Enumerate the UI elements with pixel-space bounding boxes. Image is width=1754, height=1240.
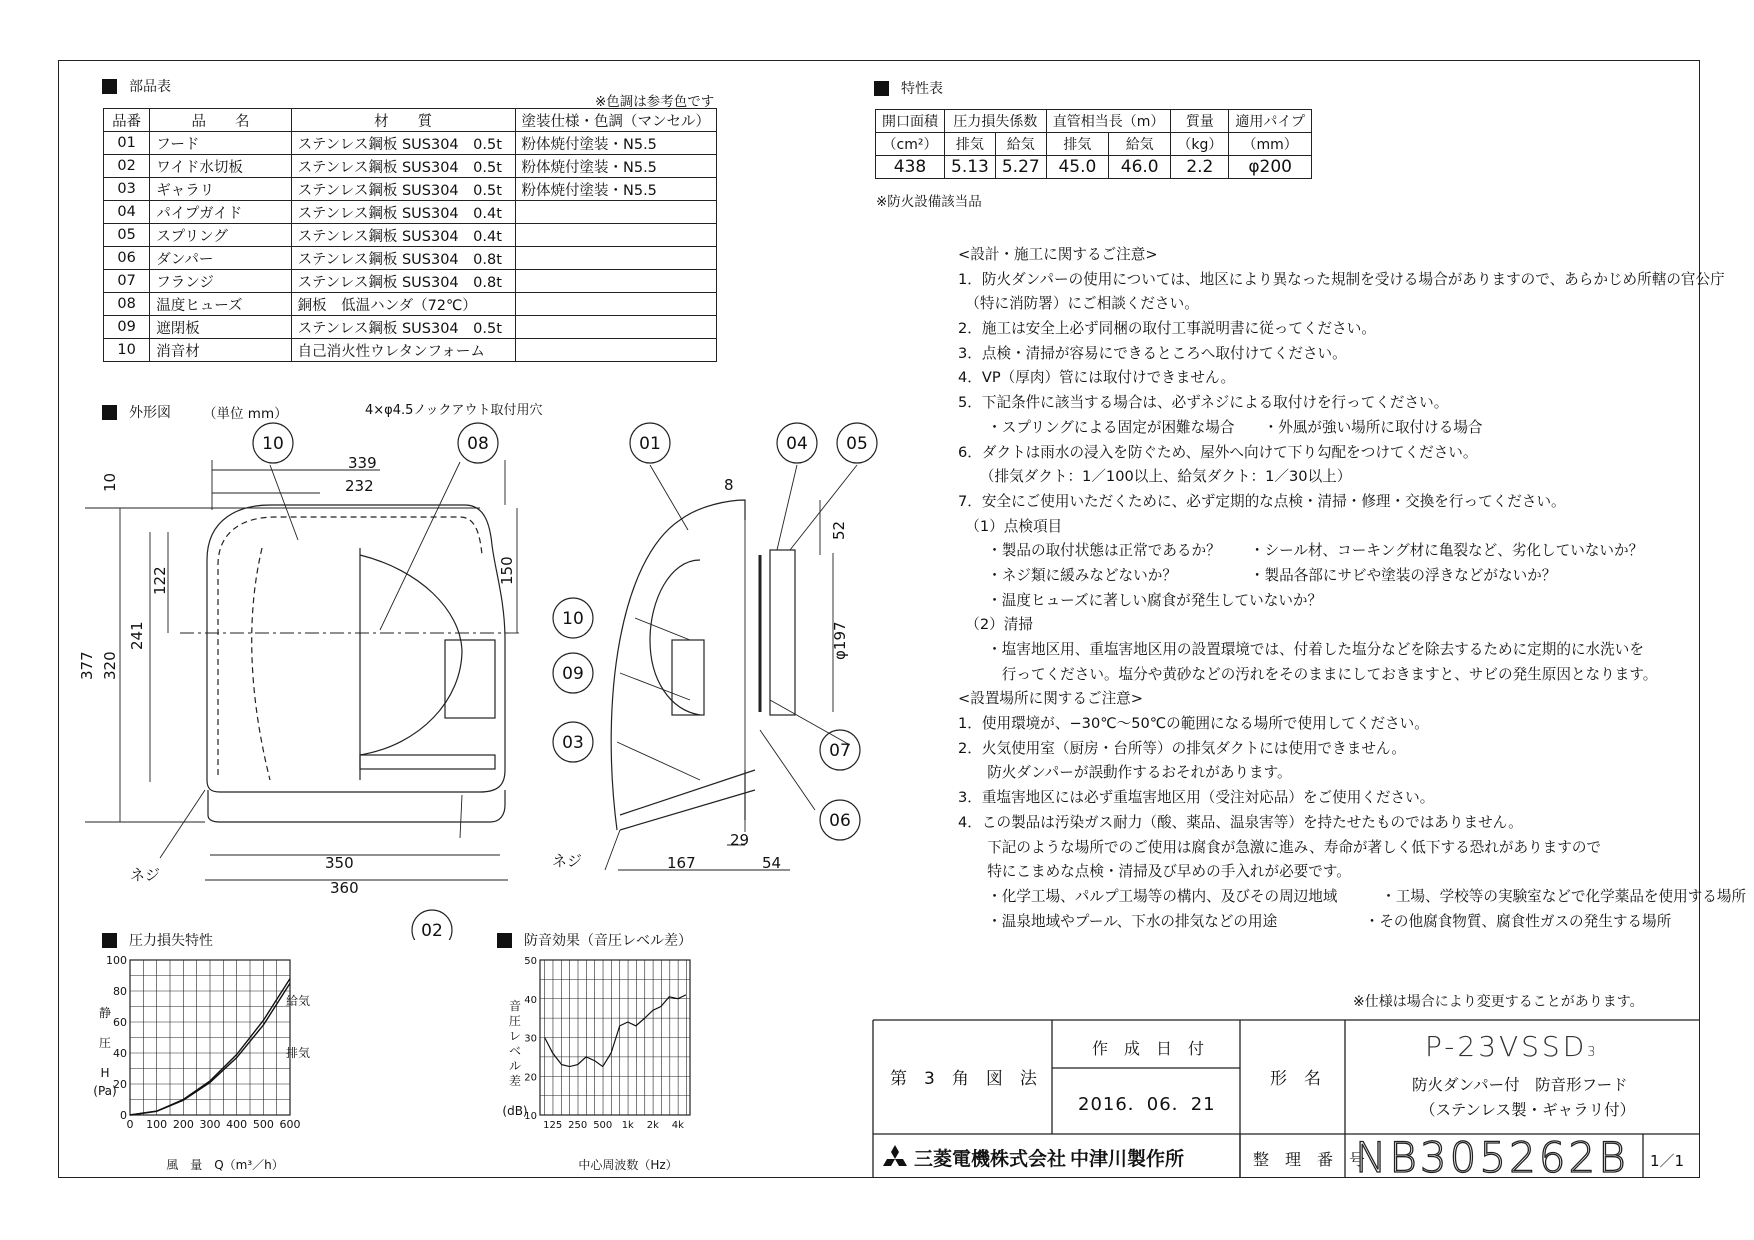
spec-len-supply: 46.0 [1109, 156, 1171, 179]
spec-h-mass: 質量 [1171, 110, 1229, 133]
parts-header-material: 材 質 [291, 109, 515, 132]
part-name: フード [150, 132, 291, 155]
spec-len-exhaust: 45.0 [1046, 156, 1108, 179]
pressure-loss-chart [80, 955, 340, 1180]
serial-number: NB305262B [1355, 1133, 1629, 1182]
note-line: 3．重塩害地区には必ず重塩害地区用（受注対応品）をご使用ください。 [958, 789, 1435, 807]
note-line: 1．防火ダンパーの使用については、地区により異なった規制を受ける場合がありますので、あらかじめ所轄の官公庁 [958, 270, 1725, 288]
part-material: ステンレス鋼板 SUS304 0.4t [291, 224, 515, 247]
loss-ylabel-1: 圧 [98, 1036, 112, 1050]
callout-05: 05 [846, 434, 868, 454]
dim-197: φ197 [831, 621, 849, 660]
part-material: ステンレス鋼板 SUS304 0.4t [291, 201, 515, 224]
dim-lines-left [120, 508, 168, 822]
sound-xtick: 500 [593, 1120, 613, 1131]
loss-ytick: 80 [113, 985, 127, 998]
specs-table [875, 109, 1312, 179]
note-line: ・化学工場、パルプ工場等の構内、及びその周辺地域 ・工場、学校等の実験室などで化学薬品を使用する場所 [958, 887, 1747, 905]
sound-ylabel-4: ル [508, 1059, 522, 1073]
note-line: ・塩害地区用、重塩害地区用の設置環境では、付着した塩分などを除去するために定期的に水洗いを [958, 641, 1644, 658]
part-material: ステンレス鋼板 SUS304 0.5t [291, 178, 515, 201]
spec-h-len-supply: 給気 [1109, 133, 1171, 156]
spec-h-loss-exhaust: 排気 [945, 133, 996, 156]
loss-ytick: 60 [113, 1016, 127, 1029]
part-no: 09 [104, 316, 150, 339]
date-label: 作 成 日 付 [1092, 1039, 1205, 1058]
part-material: 自己消火性ウレタンフォーム [291, 339, 515, 362]
part-name: スプリング [150, 224, 291, 247]
note-line: （特に消防署）にご相談ください。 [958, 295, 1199, 313]
dim-54: 54 [762, 854, 782, 872]
dim-350: 350 [325, 854, 354, 872]
note-line: （2）清掃 [958, 616, 1033, 634]
sound-ylabel-0: 音 [508, 999, 522, 1013]
water-drip-plate [208, 790, 505, 822]
sound-chart-title: 防音効果（音圧レベル差） [524, 933, 692, 949]
side-duct-curve [650, 560, 700, 715]
part-name: フランジ [150, 270, 291, 293]
drawing-title: 外形図 [129, 405, 171, 421]
note-line: 5．下記条件に該当する場合は、必ずネジによる取付けを行ってください。 [958, 394, 1449, 412]
knockout-label: 4×φ4.5ノックアウト取付用穴 [365, 403, 543, 418]
spec-h-mass-unit: （kg） [1171, 133, 1229, 156]
part-material: ステンレス鋼板 SUS304 0.5t [291, 132, 515, 155]
sound-xtick: 250 [568, 1120, 588, 1131]
note-line: 行ってください。塩分や黄砂などの汚れをそのままにしておきますと、サビの発生原因となります。 [958, 665, 1658, 683]
side-sound-absorber [672, 640, 704, 715]
drawing-unit: （単位 mm） [203, 406, 288, 422]
note-line: <設計・施工に関するご注意> [958, 246, 1158, 263]
loss-xtick: 0 [126, 1118, 134, 1131]
screw-label-front: ネジ [130, 866, 161, 884]
parts-title: 部品表 [129, 79, 171, 95]
part-name: 遮閉板 [150, 316, 291, 339]
front-gallery-bar [360, 755, 495, 769]
spec-h-pipe-unit: （mm） [1229, 133, 1312, 156]
sound-xtick: 1k [621, 1120, 634, 1131]
spec-pipe: φ200 [1229, 156, 1312, 179]
caution-notes [958, 243, 1746, 934]
spec-area: 438 [876, 156, 945, 179]
model-suffix: 3 [1587, 1045, 1599, 1060]
part-name: 温度ヒューズ [150, 293, 291, 316]
part-name: パイプガイド [150, 201, 291, 224]
front-inner-outline [218, 517, 482, 775]
spec-change-note: ※仕様は場合により変更することがあります。 [1353, 994, 1644, 1010]
dim-10: 10 [101, 472, 119, 492]
part-material: ステンレス鋼板 SUS304 0.5t [291, 155, 515, 178]
specs-title: 特性表 [901, 81, 943, 97]
model-description-2: （ステンレス製・ギャラリ付） [1420, 1101, 1636, 1119]
loss-xtick: 600 [279, 1118, 301, 1131]
dim-8: 8 [724, 476, 734, 494]
dim-150: 150 [498, 556, 516, 585]
part-no: 06 [104, 247, 150, 270]
part-no: 08 [104, 293, 150, 316]
dim-232: 232 [345, 477, 374, 495]
projection-label: 第 3 角 図 法 [890, 1069, 1037, 1089]
dim-377: 377 [78, 651, 96, 680]
parts-header-name: 品 名 [150, 109, 291, 132]
sound-ylabel-3: ベ [508, 1044, 522, 1058]
page-number: 1／1 [1650, 1152, 1685, 1170]
spec-h-area-unit: （cm²） [876, 133, 945, 156]
sound-xtick: 125 [543, 1120, 563, 1131]
spec-loss-supply: 5.27 [995, 156, 1046, 179]
loss-chart-heading [102, 930, 213, 950]
callout-01: 01 [639, 434, 661, 454]
spec-mass: 2.2 [1171, 156, 1229, 179]
note-line: <設置場所に関するご注意> [958, 690, 1143, 708]
note-line: ・ネジ類に緩みなどないか？ ・製品各部にサビや塗装の浮きなどがないか？ [958, 566, 1557, 584]
sound-ytick: 40 [524, 994, 537, 1006]
spec-loss-exhaust: 5.13 [945, 156, 996, 179]
part-name: ワイド水切板 [150, 155, 291, 178]
part-no: 02 [104, 155, 150, 178]
sound-xtick: 2k [646, 1120, 659, 1131]
note-line: 4．VP（厚肉）管には取付けできません。 [958, 369, 1236, 387]
sound-xtick: 4k [671, 1120, 684, 1131]
sound-effect-chart [500, 955, 740, 1180]
loss-ytick: 40 [113, 1047, 127, 1060]
section-marker-icon [497, 933, 512, 948]
side-gallery [620, 770, 755, 830]
dim-360: 360 [330, 879, 359, 897]
part-material: 銅板 低温ハンダ（72℃） [291, 293, 515, 316]
company-name: 三菱電機株式会社 [914, 1148, 1067, 1170]
dim-167: 167 [667, 854, 696, 872]
dim-241: 241 [128, 621, 146, 650]
note-line: 1．使用環境が、−30℃〜50℃の範囲になる場所で使用してください。 [958, 715, 1429, 733]
parts-header-no: 品番 [104, 109, 150, 132]
callout-06: 06 [829, 811, 851, 831]
callout-10-front: 10 [262, 434, 284, 454]
loss-chart-title: 圧力損失特性 [129, 933, 213, 949]
spec-h-len-exhaust: 排気 [1046, 133, 1108, 156]
model-description-1: 防火ダンパー付 防音形フード [1412, 1076, 1628, 1094]
callout-03: 03 [562, 733, 584, 753]
note-line: ・温度ヒューズに著しい腐食が発生していないか？ [958, 591, 1323, 609]
callout-08: 08 [467, 434, 489, 454]
part-material: ステンレス鋼板 SUS304 0.8t [291, 270, 515, 293]
part-name: ダンパー [150, 247, 291, 270]
parts-header-finish: 塗装仕様・色調（マンセル） [515, 109, 717, 132]
part-name: 消音材 [150, 339, 291, 362]
loss-xtick: 300 [199, 1118, 221, 1131]
sound-ytick: 30 [524, 1033, 537, 1045]
note-line: ・製品の取付状態は正常であるか？ ・シール材、コーキング材に亀裂など、劣化していないか？ [958, 542, 1644, 560]
dim-lines-bottom [205, 855, 508, 880]
part-finish: 粉体焼付塗装・N5.5 [515, 155, 717, 178]
model-label: 形 名 [1270, 1069, 1321, 1089]
callout-02: 02 [421, 921, 443, 940]
spec-h-area: 開口面積 [876, 110, 945, 133]
note-line: 6．ダクトは雨水の浸入を防ぐため、屋外へ向けて下り勾配をつけてください。 [958, 443, 1478, 461]
outline-drawing [0, 0, 880, 940]
mitsubishi-logo-icon [880, 1145, 910, 1171]
loss-xtick: 200 [172, 1118, 194, 1131]
note-line: 4．この製品は汚染ガス耐力（酸、薬品、温泉害等）を持たせたものではありません。 [958, 813, 1523, 831]
front-shield-plate [445, 640, 495, 718]
part-material: ステンレス鋼板 SUS304 0.8t [291, 247, 515, 270]
model-number [1425, 1030, 1599, 1063]
sound-ytick: 50 [524, 956, 537, 967]
loss-ytick: 0 [120, 1109, 127, 1122]
works-name: 中津川製作所 [1070, 1148, 1185, 1170]
loss-ylabel-3: (Pa) [93, 1084, 117, 1098]
part-no: 05 [104, 224, 150, 247]
sound-ytick: 20 [524, 1072, 537, 1084]
spec-h-equiv: 直管相当長（m） [1046, 110, 1171, 133]
spec-h-loss: 圧力損失係数 [945, 110, 1047, 133]
dim-122: 122 [151, 566, 169, 595]
note-line: 2．火気使用室（厨房・台所等）の排気ダクトには使用できません。 [958, 739, 1406, 757]
serial-label: 整 理 番 号 [1253, 1150, 1366, 1169]
dim-52: 52 [830, 520, 848, 540]
note-line: ・温泉地域やプール、下水の排気などの用途 ・その他腐食物質、腐食性ガスの発生する場所 [958, 912, 1672, 930]
part-no: 01 [104, 132, 150, 155]
loss-xtick: 100 [146, 1118, 168, 1131]
sound-series-line [545, 995, 686, 1067]
callout-09: 09 [562, 664, 584, 684]
company-logo [880, 1144, 1184, 1171]
loss-series-label-supply: 給気 [285, 994, 311, 1008]
note-line: 下記のような場所でのご使用は腐食が急激に進み、寿命が著しく低下する恐れがありますので [958, 838, 1602, 856]
note-line: （排気ダクト：1／100以上、給気ダクト：1／30以上） [958, 468, 1352, 486]
sound-ylabel-6: (dB) [502, 1104, 528, 1118]
callout-10-side: 10 [562, 609, 584, 629]
dim-320: 320 [101, 651, 119, 680]
spec-h-pipe: 適用パイプ [1229, 110, 1312, 133]
part-name: ギャラリ [150, 178, 291, 201]
creation-date: 2016．06．21 [1078, 1094, 1216, 1115]
part-finish: 粉体焼付塗装・N5.5 [515, 178, 717, 201]
sound-ylabel-2: レ [508, 1029, 522, 1043]
part-no: 04 [104, 201, 150, 224]
sound-ytick: 10 [524, 1111, 537, 1122]
loss-ylabel-0: 静 [98, 1006, 112, 1020]
note-line: （1）点検項目 [958, 517, 1063, 535]
model-name: P‐23VSSD [1425, 1030, 1588, 1063]
dim-339: 339 [348, 454, 377, 472]
specs-heading [874, 78, 943, 98]
spec-h-loss-supply: 給気 [995, 133, 1046, 156]
part-material: ステンレス鋼板 SUS304 0.5t [291, 316, 515, 339]
loss-series-label-exhaust: 排気 [285, 1046, 311, 1060]
sound-chart-heading [497, 930, 692, 950]
note-line: 7．安全にご使用いただくために、必ず定期的な点検・清掃・修理・交換を行ってください。 [958, 492, 1566, 510]
part-finish: 粉体焼付塗装・N5.5 [515, 132, 717, 155]
part-no: 03 [104, 178, 150, 201]
callout-07: 07 [829, 741, 851, 761]
parts-color-note: ※色調は参考色です [595, 94, 715, 110]
section-marker-icon [102, 933, 117, 948]
part-no: 07 [104, 270, 150, 293]
loss-xlabel: 風 量 Q（m³／h） [166, 1158, 284, 1172]
note-line: 3．点検・清掃が容易にできるところへ取付けてください。 [958, 344, 1347, 362]
screw-label-side: ネジ [552, 852, 583, 870]
fire-equipment-note: ※防火設備該当品 [876, 194, 982, 210]
loss-ylabel-2: H [100, 1066, 110, 1080]
note-line: 特にこまめな点検・清掃及び早めの手入れが必要です。 [958, 863, 1351, 881]
dim-29: 29 [730, 831, 750, 849]
loss-xtick: 500 [252, 1118, 274, 1131]
loss-xtick: 400 [226, 1118, 248, 1131]
part-no: 10 [104, 339, 150, 362]
note-line: ・スプリングによる固定が困難な場合 ・外風が強い場所に取付ける場合 [958, 418, 1483, 436]
note-line: 防火ダンパーが誤動作するおそれがあります。 [958, 764, 1292, 782]
callout-04: 04 [786, 434, 808, 454]
side-flange [770, 550, 795, 715]
note-line: 2．施工は安全上必ず同梱の取付工事説明書に従ってください。 [958, 320, 1376, 338]
loss-ytick: 20 [113, 1078, 127, 1091]
damper-circle [360, 555, 462, 755]
loss-ytick: 100 [106, 955, 127, 967]
sound-xlabel: 中心周波数（Hz） [578, 1158, 678, 1172]
front-dashed-arc [252, 548, 270, 780]
sound-ylabel-1: 圧 [508, 1014, 522, 1028]
leader-lines [160, 462, 857, 870]
sound-ylabel-5: 差 [508, 1074, 522, 1088]
